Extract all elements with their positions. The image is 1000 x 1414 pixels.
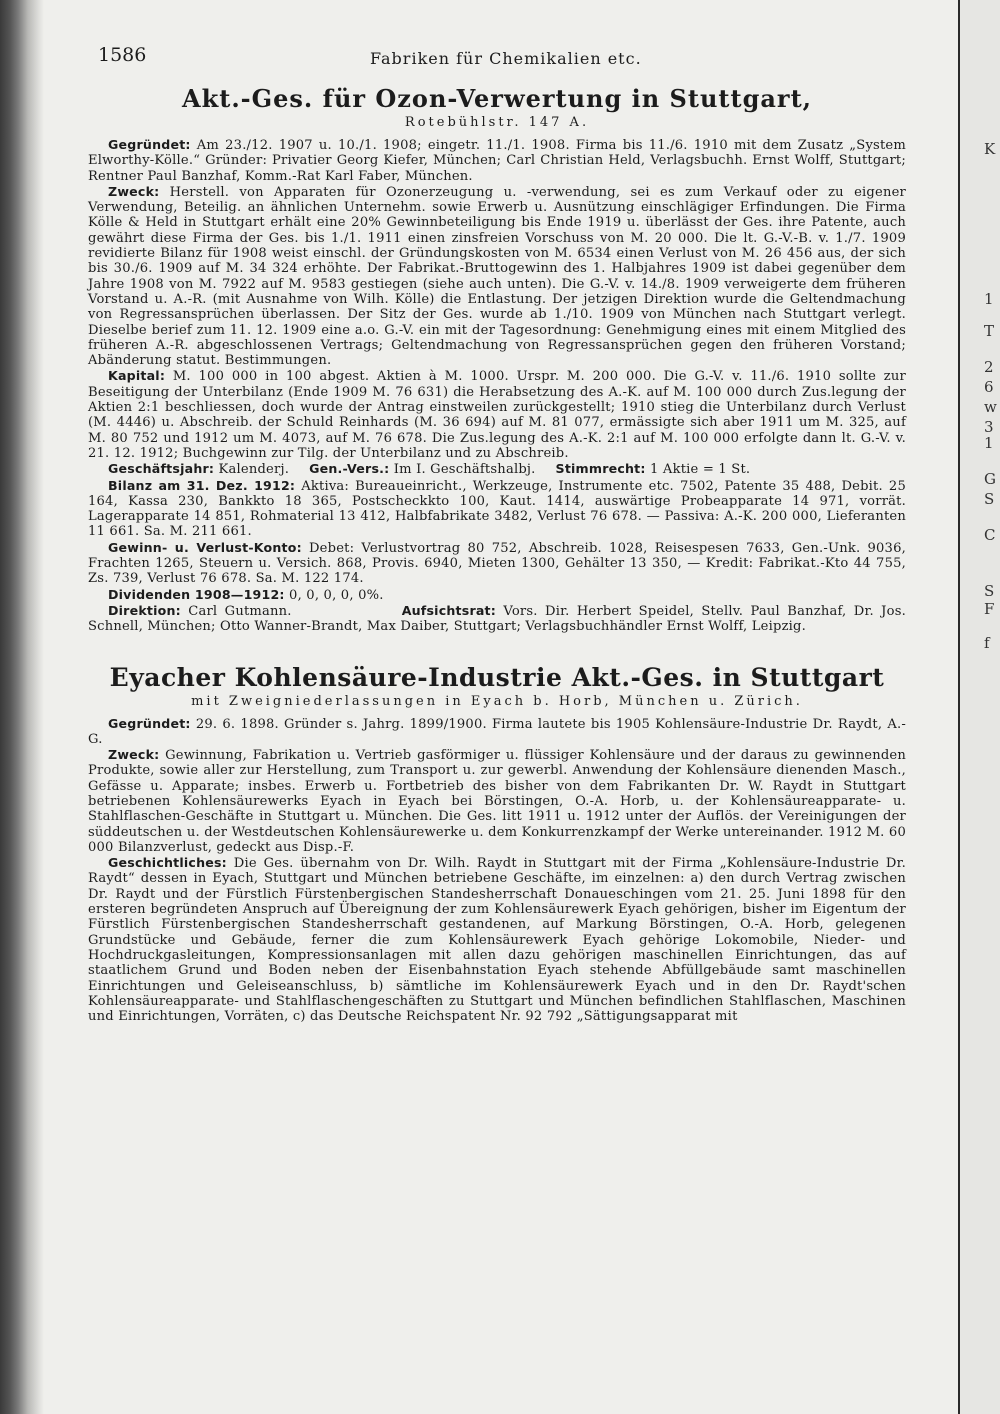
margin-fragment: F xyxy=(984,600,995,618)
purpose-text: Herstell. von Apparaten für Ozonerzeugung u. -verwendung, sei es zum Verkauf oder zu eigener Verwendung, Beteilig. an ähnlichen Unternehm. sowie Erwerb u. Ausnützung einschlägiger Erfindungen. Die Firma Kölle & Held in Stuttgart erhält eine 20% Gewinnbeteiligung bis Ende 1919 u. überlässt der Ges. ihre Patente, auch gewährt diese Firma der Ges. bis 1./1. 1911 einen zinsfreien Vorschuss von M. 20 000. Die lt. G.-V.-B. v. 1./7. 1909 revidierte Bilanz für 1908 weist einschl. der Gründungskosten von M. 6534 einen Verlust von M. 26 456 aus, der sich bis 30./6. 1909 auf M. 34 324 erhöhte. Der Fabrikat.-Bruttogewinn des 1. Halbjahres 1909 ist dabei gegenüber dem Jahre 1908 von M. 7922 auf M. 9583 gestiegen (siehe auch unten). Die G.-V. v. 14./8. 1909 verweigerte dem früheren Vorstand u. A.-R. (mit Ausnahme von Wilh. Kölle) die Entlastung. Der jetzigen Direktion wurde die Geltendmachung von Regressansprüchen überlassen. Der Sitz der Ges. wurde ab 1./10. 1909 von München nach Stuttgart verlegt. Dieselbe berief zum 11. 12. 1909 eine a.o. G.-V. ein mit der Tagesordnung: Genehmigung eines mit einem Mitglied des früheren A.-R. abgeschlossenen Vertrags; Geltendmachung von Regressansprüchen gegen den früheren Vorstand; Abänderung statut. Bestimmungen. xyxy=(88,184,906,369)
company-entry-eyacher xyxy=(88,663,906,1025)
margin-fragment: 1 xyxy=(984,290,994,308)
founded-label: Gegründet: xyxy=(108,137,191,152)
running-header xyxy=(88,40,906,68)
direction-paragraph xyxy=(88,603,906,635)
margin-fragment: f xyxy=(984,634,990,652)
capital-label: Kapital: xyxy=(108,368,166,384)
founded-paragraph xyxy=(88,137,906,184)
dividend-text: 0, 0, 0, 0, 0%. xyxy=(289,587,384,603)
balance-paragraph xyxy=(88,478,906,540)
running-title: Fabriken für Chemikalien etc. xyxy=(370,49,642,68)
margin-fragment: S xyxy=(984,582,995,600)
margin-fragment: 2 xyxy=(984,358,994,376)
page-content xyxy=(88,40,906,1024)
scan-binding-shadow xyxy=(0,0,44,1414)
margin-fragment: C xyxy=(984,526,996,544)
margin-fragment: w xyxy=(984,398,997,416)
founded-label: Gegründet: xyxy=(108,715,191,731)
balance-text: Aktiva: Bureaueinricht., Werkzeuge, Instrumente etc. 7502, Patente 35 488, Debit. 25 164, Kassa 230, Bankkto 18 365, Postscheckkto 100, Kaut. 1414, auswärtige Probeapparate 14 971, vorrät. Lagerapparate 14 851, Rohmaterial 13 412, Halbfabrikate 3482, Verlust 76 678. — Passiva: A.-K. 200 000, Lieferanten 11 661. Sa. M. 211 661. xyxy=(88,478,906,540)
pnl-paragraph xyxy=(88,540,906,587)
board-label: Aufsichtsrat: xyxy=(401,602,497,618)
fiscal-text: Kalenderj. xyxy=(218,462,290,478)
fiscal-label: Geschäftsjahr: xyxy=(108,461,215,477)
genvers-text: Im I. Geschäftshalbj. xyxy=(393,462,536,478)
margin-fragment: K xyxy=(984,140,996,158)
page-number: 1586 xyxy=(98,44,147,66)
genvers-label: Gen.-Vers.: xyxy=(309,461,390,477)
margin-fragment: T xyxy=(984,322,995,340)
margin-fragment: 3 xyxy=(984,418,994,436)
founded-paragraph xyxy=(88,716,906,748)
dividend-label: Dividenden 1908—1912: xyxy=(108,586,285,602)
founded-text: 29. 6. 1898. Gründer s. Jahrg. 1899/1900. Firma lautete bis 1905 Kohlensäure-Industrie Dr. Raydt, A.-G. xyxy=(88,716,906,747)
purpose-text: Gewinnung, Fabrikation u. Vertrieb gasförmiger u. flüssiger Kohlensäure und der daraus zu gewinnenden Produkte, sowie aller zur Herstellung, zum Transport u. zur gewerbl. Anwendung der Kohlensäure dienenden Masch., Gefässe u. Apparate; insbes. Erwerb u. Fortbetrieb des bisher von dem Fabrikanten Dr. W. Raydt in Stuttgart betriebenen Kohlensäurewerks Eyach in Eyach bei Börstingen, O.-A. Horb, u. der Kohlensäureapparate- u. Stahlflaschen-Geschäfte in Stuttgart u. München. Die Ges. litt 1911 u. 1912 unter der Auflös. der Vereinigungen der süddeutschen u. der Westdeutschen Kohlensäurewerke u. dem Konkurrenzkampf der Werke untereinander. 1912 M. 60 000 Bilanzverlust, gedeckt aus Disp.-F. xyxy=(88,748,906,855)
direction-label: Direktion: xyxy=(108,602,181,618)
company-title: Eyacher Kohlensäure-Industrie Akt.-Ges. in Stuttgart xyxy=(109,662,885,692)
vote-label: Stimmrecht: xyxy=(555,461,646,477)
pnl-label: Gewinn- u. Verlust-Konto: xyxy=(108,539,302,555)
purpose-paragraph xyxy=(88,184,906,369)
next-page-edge xyxy=(958,0,1000,1414)
direction-text: Carl Gutmann. xyxy=(188,603,292,619)
company-address: Rotebühlstr. 147 A. xyxy=(404,115,590,130)
company-title: Akt.-Ges. für Ozon-Verwertung in Stuttgart, xyxy=(181,84,813,113)
purpose-paragraph xyxy=(88,747,906,855)
history-label: Geschichtliches: xyxy=(108,855,227,871)
company-entry-ozon xyxy=(88,84,906,635)
board-text: Vors. Dir. Herbert Speidel, Stellv. Paul Banzhaf, Dr. Jos. Schnell, München; Otto Wanner-Brandt, Max Daiber, Stuttgart; Verlagsbuchhändler Ernst Wolff, Leipzig. xyxy=(88,603,906,635)
vote-text: 1 Aktie = 1 St. xyxy=(650,462,751,478)
pnl-text: Debet: Verlustvortrag 80 752, Abschreib. 1028, Reisespesen 7633, Gen.-Unk. 9036, Frachten 1265, Steuern u. Versich. 868, Provis. 6940, Mieten 1300, Gehälter 13 350, — Kredit: Fabrikat.-Kto 44 755, Zs. 739, Verlust 76 678. Sa. M. 122 174. xyxy=(88,540,906,587)
margin-fragment: 6 xyxy=(984,378,994,396)
purpose-label: Zweck: xyxy=(108,183,160,199)
capital-text: M. 100 000 in 100 abgest. Aktien à M. 1000. Urspr. M. 200 000. Die G.-V. v. 11./6. 1910 sollte zur Beseitigung der Unterbilanz (Ende 1909 M. 76 631) die Herabsetzung des A.-K. auf M. 100 000 durch Zus.legung der Aktien 2:1 beschliessen, doch wurde der Antrag einstweilen zurückgestellt; 1910 stieg die Unterbilanz durch Verlust (M. 4446) u. Abschreib. der Schuld Reinhards (M. 36 694) auf M. 81 077, ermässigte sich aber 1911 um M. 325, auf M. 80 752 und 1912 um M. 4073, auf M. 76 678. Die Zus.legung des A.-K. 2:1 auf M. 100 000 erfolgte dann lt. G.-V. v. 21. 12. 1912; Buchgewinn zur Tilg. der Unterbilanz und zu Abschreib. xyxy=(88,369,906,461)
margin-fragment: G xyxy=(984,470,996,488)
margin-fragment: 1 xyxy=(984,434,994,452)
margin-fragment: S xyxy=(984,490,995,508)
history-paragraph xyxy=(88,855,906,1024)
fiscal-paragraph xyxy=(88,461,906,477)
capital-paragraph xyxy=(88,368,906,461)
dividend-paragraph xyxy=(88,587,906,603)
company-subtitle: mit Zweigniederlassungen in Eyach b. Horb, München u. Zürich. xyxy=(191,693,803,709)
balance-label: Bilanz am 31. Dez. 1912: xyxy=(108,477,296,493)
founded-text: Am 23./12. 1907 u. 10./1. 1908; eingetr. 11./1. 1908. Firma bis 11./6. 1910 mit dem Zusatz „System Elworthy-Kölle.“ Gründer: Privatier Georg Kiefer, München; Carl Christian Held, Verlagsbuchh. Ernst Wolff, Stuttgart; Rentner Paul Banzhaf, Komm.-Rat Karl Faber, München. xyxy=(88,138,906,184)
history-text: Die Ges. übernahm von Dr. Wilh. Raydt in Stuttgart mit der Firma „Kohlensäure-Industrie Dr. Raydt“ dessen in Eyach, Stuttgart und München betriebene Geschäfte, im einzelnen: a) den durch Vertrag zwischen Dr. Raydt und der Fürstlich Fürstenbergischen Standesherrschaft Donaueschingen vom 21. 25. Juni 1898 für den ersteren begründeten Anspruch auf Übereignung der zum Kohlensäurewerk Eyach gehörigen, bisher im Eigentum der Fürstlich Fürstenbergischen Standesherrschaft gestandenen, auf Markung Börstingen, O.-A. Horb, gelegenen Grundstücke und Gebäude, ferner die zum Kohlensäurewerk Eyach gehörige Lokomobile, Nieder- und Hochdruckgasleitungen, Kompressionsanlagen mit allen dazu gehörigen maschinellen Einrichtungen, das auf staatlichem Grund und Boden neben der Eisenbahnstation Eyach stehende Abfüllgebäude samt maschinellen Einrichtungen und Geleiseanschluss, b) sämtliche im Kohlensäurewerk Eyach und in den Dr. Raydt'schen Kohlensäureapparate- und Stahlflaschengeschäften zu Stuttgart und München befindlichen Stahlflaschen, Maschinen und Einrichtungen, Vorräten, c) das Deutsche Reichspatent Nr. 92 792 „Sättigungsapparat mit xyxy=(88,856,906,1025)
purpose-label: Zweck: xyxy=(108,747,160,763)
